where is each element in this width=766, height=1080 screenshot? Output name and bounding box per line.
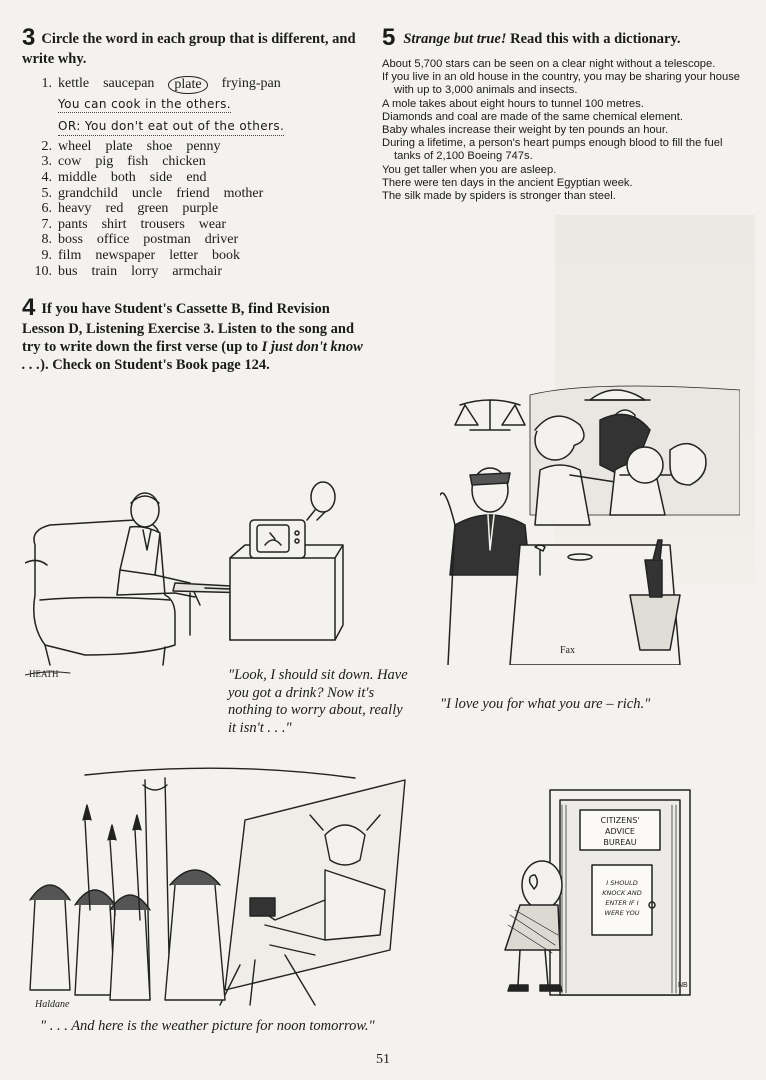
word: pants [58,216,88,232]
exercise-number: 4 [22,294,36,321]
word-group-item [22,139,367,155]
item-number: 7. [41,216,52,232]
exercise-3-heading [22,26,367,68]
tv-cartoon-caption: "Look, I should sit down. Have you got a drink? Now it's nothing to worry about, really it isn't . . ." [228,667,408,736]
word: saucepan [103,76,155,91]
word-group-item [22,170,367,186]
exercise-number: 3 [22,24,36,51]
exercise-instruction: Circle the word in each group that is different, and write why. [22,31,356,67]
word: pig [95,154,114,170]
exercise-text-b: ). Check on Student's Book page 124. [40,357,270,373]
item-number: 10. [34,263,52,279]
fact-item: You get taller when you are asleep. [382,163,557,176]
word: frying-pan [221,76,281,91]
word: both [110,169,136,185]
word-group-item [22,264,367,280]
word: boss [58,232,83,248]
word: end [186,169,207,185]
word: red [105,201,124,217]
word-group-item [22,201,367,217]
word: mother [223,185,264,201]
exercise-4 [22,296,367,374]
vikings-cartoon-caption: " . . . And here is the weather picture for noon tomorrow." [40,1018,375,1034]
restaurant-cartoon-caption: "I love you for what you are – rich." [440,696,651,712]
note-text-line: WERE YOU [604,909,640,917]
handwritten-answer: You can cook in the others. [58,97,231,114]
word: lorry [131,263,159,279]
exercise-text-a: If you have Student's Cassette B, find Revision Lesson D, Listening Exercise 3. Listen to the song and try to write down the first verse (up to [22,301,355,355]
handwritten-answer: OR: You don't eat out of the others. [58,119,284,136]
word: green [137,201,169,217]
note-text-line: ENTER IF I [605,899,639,907]
restaurant-cartoon-illustration [440,375,740,665]
exercise-title-rest: Read this with a dictionary. [510,31,681,47]
sign-text-line: ADVICE [605,827,635,836]
page-number: 51 [376,1052,390,1067]
artist-signature: NB [678,982,688,989]
word-group-list [22,76,367,279]
word: wheel [58,138,92,154]
item-number: 2. [41,138,52,154]
exercise-5-heading [382,26,752,50]
fact-item: If you live in an old house in the country, you may be sharing your house with up to 3,000 animals and insects. [382,71,741,97]
fact-list [382,58,752,203]
word: penny [186,138,221,154]
handwritten-answer-row [22,116,367,139]
item-number: 5. [41,185,52,201]
exercise-3 [22,26,367,279]
artist-signature: Fax [560,645,575,656]
item-number: 8. [41,232,52,248]
item-number: 3. [41,154,52,170]
artist-signature: Haldane [35,999,70,1010]
note-text-line: I SHOULD [606,879,638,887]
word: middle [58,169,97,185]
word: wear [198,216,226,232]
word: office [96,232,130,248]
word: kettle [58,76,90,91]
word: newspaper [95,247,156,263]
word: plate [105,138,133,154]
note-text-line: KNOCK AND [602,889,642,897]
word-group-item [22,232,367,248]
word: grandchild [58,185,118,201]
word: armchair [172,263,223,279]
sign-text-line: CITIZENS' [600,816,640,825]
circled-word: plate [168,76,207,94]
tv-cartoon-illustration [25,475,355,685]
word: friend [176,185,210,201]
word: side [149,169,173,185]
exercise-text-emphasis: I just don't know . . . [22,339,363,373]
item-number: 6. [41,201,52,217]
word: trousers [140,216,185,232]
word: uncle [131,185,163,201]
handwritten-answer-row [22,94,367,117]
fact-item: About 5,700 stars can be seen on a clear night without a telescope. [382,58,716,70]
word-group-item [22,217,367,233]
item-number: 9. [41,247,52,263]
fact-item: The silk made by spiders is stronger than steel. [382,190,616,203]
sign-text-line: BUREAU [603,838,637,847]
word: film [58,247,82,263]
word: cow [58,154,82,170]
vikings-cartoon-illustration [25,760,425,1010]
word: letter [169,247,198,263]
word: train [91,263,118,279]
fact-item: Diamonds and coal are made of the same chemical element. [382,110,683,123]
artist-signature: HEATH [29,669,59,679]
word: shoe [146,138,173,154]
word-group-item [22,186,367,202]
word: bus [58,263,78,279]
word: purple [182,201,219,217]
word: heavy [58,201,92,217]
fact-item: There were ten days in the ancient Egyptian week. [382,176,633,189]
fact-item: During a lifetime, a person's heart pumps enough blood to fill the fuel tanks of 2,100 Boeing 747s. [382,137,723,163]
word: fish [127,154,149,170]
word: shirt [101,216,127,232]
word: postman [143,232,191,248]
word: book [211,247,240,263]
advice-bureau-cartoon-illustration [480,775,700,1005]
word-group-item [22,248,367,264]
item-number: 1. [41,76,52,91]
fact-item: Baby whales increase their weight by ten pounds an hour. [382,124,669,137]
fact-item: A mole takes about eight hours to tunnel 100 metres. [382,97,644,110]
exercise-number: 5 [382,24,396,51]
word-group-item [22,154,367,170]
word: chicken [162,154,206,170]
word: driver [204,232,239,248]
exercise-title: Strange but true! [403,31,507,47]
word-group-item [22,76,367,94]
exercise-5 [382,26,752,203]
item-number: 4. [41,169,52,185]
